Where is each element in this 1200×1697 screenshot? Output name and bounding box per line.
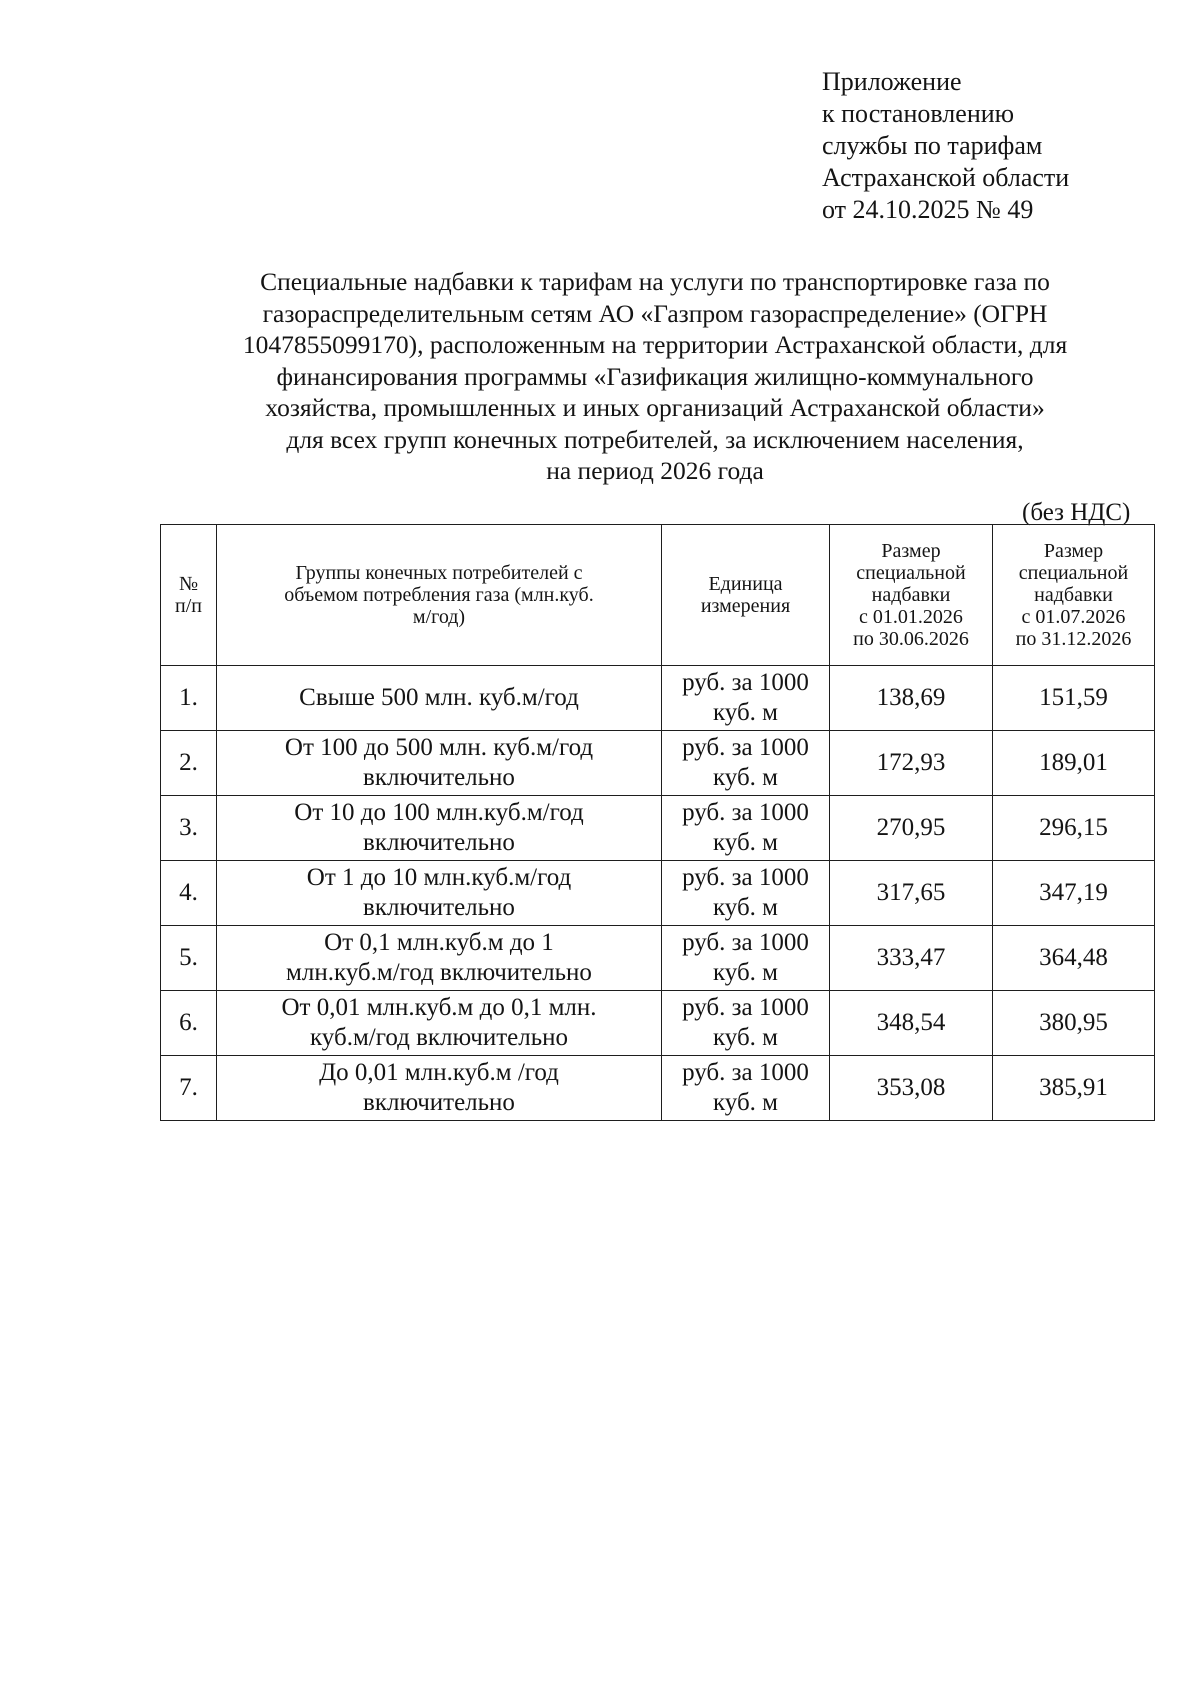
row-value-h1: 353,08 — [830, 1056, 993, 1121]
row-unit: руб. за 1000 куб. м — [662, 1056, 830, 1121]
row-number: 4. — [161, 861, 217, 926]
row-value-h2: 364,48 — [993, 926, 1155, 991]
row-number: 2. — [161, 731, 217, 796]
row-consumer-group: От 10 до 100 млн.куб.м/год включительно — [217, 796, 662, 861]
title-line: Специальные надбавки к тарифам на услуги по транспортировке газа по — [260, 267, 1050, 296]
row-value-h1: 138,69 — [830, 666, 993, 731]
row-consumer-group: От 100 до 500 млн. куб.м/год включительно — [217, 731, 662, 796]
row-value-h2: 189,01 — [993, 731, 1155, 796]
table-header-row — [161, 525, 1155, 666]
table-row — [161, 666, 1155, 731]
row-unit: руб. за 1000 куб. м — [662, 796, 830, 861]
row-number: 6. — [161, 991, 217, 1056]
row-value-h2: 296,15 — [993, 796, 1155, 861]
title-line: финансирования программы «Газификация жилищно-коммунального — [276, 361, 1034, 391]
row-value-h2: 347,19 — [993, 861, 1155, 926]
table-row — [161, 1056, 1155, 1121]
row-consumer-group: От 0,1 млн.куб.м до 1 млн.куб.м/год включительно — [217, 926, 662, 991]
appendix-line: Приложение — [822, 67, 962, 96]
document-title — [180, 266, 1130, 487]
title-line: 1047855099170), расположенным на территории Астраханской области, для — [242, 330, 1068, 359]
row-value-h2: 380,95 — [993, 991, 1155, 1056]
row-consumer-group: От 0,01 млн.куб.м до 0,1 млн. куб.м/год включительно — [217, 991, 662, 1056]
header-surcharge-h1: Размер специальной надбавки с 01.01.2026 по 30.06.2026 — [830, 525, 993, 666]
appendix-header — [822, 66, 1069, 226]
appendix-line: к постановлению — [822, 99, 1015, 128]
title-line: газораспределительным сетям АО «Газпром газораспределение» (ОГРН — [262, 298, 1048, 328]
appendix-line: Астраханской области — [822, 163, 1070, 192]
row-unit: руб. за 1000 куб. м — [662, 666, 830, 731]
header-consumer-group: Группы конечных потребителей с объемом потребления газа (млн.куб. м/год) — [217, 525, 662, 666]
row-consumer-group: От 1 до 10 млн.куб.м/год включительно — [217, 861, 662, 926]
row-consumer-group: Свыше 500 млн. куб.м/год — [217, 666, 662, 731]
row-value-h2: 385,91 — [993, 1056, 1155, 1121]
row-unit: руб. за 1000 куб. м — [662, 731, 830, 796]
header-surcharge-h2: Размер специальной надбавки с 01.07.2026 по 31.12.2026 — [993, 525, 1155, 666]
row-value-h1: 270,95 — [830, 796, 993, 861]
row-number: 7. — [161, 1056, 217, 1121]
row-unit: руб. за 1000 куб. м — [662, 991, 830, 1056]
row-value-h2: 151,59 — [993, 666, 1155, 731]
table-row — [161, 926, 1155, 991]
row-value-h1: 348,54 — [830, 991, 993, 1056]
row-number: 3. — [161, 796, 217, 861]
header-unit: Единица измерения — [662, 525, 830, 666]
title-line: для всех групп конечных потребителей, за исключением населения, — [286, 424, 1024, 454]
table-row — [161, 796, 1155, 861]
row-number: 1. — [161, 666, 217, 731]
row-number: 5. — [161, 926, 217, 991]
table-row — [161, 731, 1155, 796]
title-line: хозяйства, промышленных и иных организаций Астраханской области» — [265, 393, 1045, 422]
row-value-h1: 172,93 — [830, 731, 993, 796]
row-consumer-group: До 0,01 млн.куб.м /год включительно — [217, 1056, 662, 1121]
row-value-h1: 333,47 — [830, 926, 993, 991]
row-unit: руб. за 1000 куб. м — [662, 861, 830, 926]
table-row — [161, 991, 1155, 1056]
appendix-line: от 24.10.2025 № 49 — [822, 195, 1034, 224]
header-num: № п/п — [161, 525, 217, 666]
tariff-table — [160, 524, 1155, 1121]
row-unit: руб. за 1000 куб. м — [662, 926, 830, 991]
table-row — [161, 861, 1155, 926]
appendix-line: службы по тарифам — [822, 131, 1043, 160]
vat-note: (без НДС) — [1022, 499, 1131, 526]
row-value-h1: 317,65 — [830, 861, 993, 926]
title-line: на период 2026 года — [546, 456, 764, 485]
